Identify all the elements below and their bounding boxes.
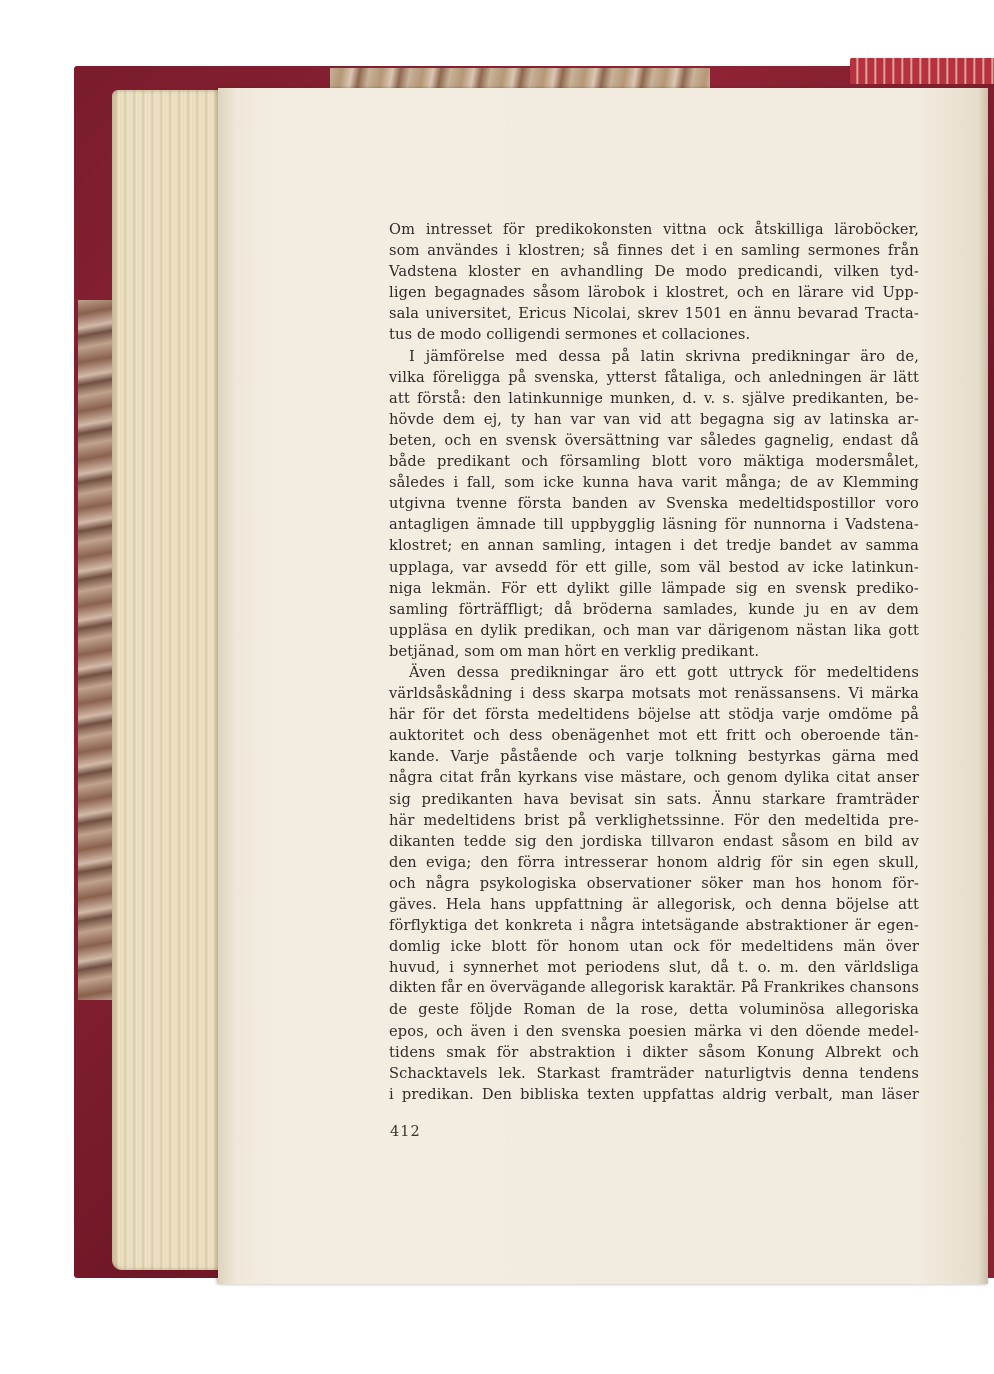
text-line: betjänad, som om man hört en verklig predikant.: [389, 642, 760, 660]
text-line: tus de modo colligendi sermones et collaciones.: [389, 326, 751, 344]
text-line: samling förträffligt; då bröderna samlades, kunde ju en av dem: [389, 600, 919, 618]
text-line: vilka föreligga på svenska, ytterst fåtaliga, och anledningen är lätt: [389, 368, 919, 386]
text-line: Vadstena kloster en avhandling De modo predicandi, vilken tyd-: [389, 263, 919, 281]
text-line: dikanten tedde sig den jordiska tillvaron endast såsom en bild av: [389, 832, 919, 850]
text-line: kande. Varje påstående och varje tolkning bestyrkas gärna med: [389, 748, 919, 766]
text-line: både predikant och församling blott voro mäktiga modersmålet,: [389, 453, 919, 471]
text-line: Även dessa predikningar äro ett gott uttryck för medeltidens: [409, 663, 919, 681]
text-line: i predikan. Den bibliska texten uppfattas aldrig verbalt, man läser: [389, 1085, 919, 1103]
text-line: och några psykologiska observationer söker man hos honom för-: [389, 874, 919, 892]
text-line: ligen begagnades såsom lärobok i klostret, och en lärare vid Upp-: [389, 284, 919, 302]
text-line: I jämförelse med dessa på latin skrivna predikningar äro de,: [409, 347, 919, 365]
text-line: således i fall, som icke kunna hava varit många; de av Klemming: [389, 474, 919, 492]
page-number: 412: [390, 1124, 421, 1140]
page-edge-right: [850, 58, 994, 84]
text-line: domlig icke blott för honom utan ock för medeltidens män över: [389, 938, 919, 956]
text-line: världsåskådning i dess skarpa motsats mot renässansens. Vi märka: [389, 685, 919, 703]
text-line: klostret; en annan samling, intagen i det tredje bandet av samma: [389, 537, 919, 555]
text-line: några citat från kyrkans vise mästare, och genom dylika citat anser: [389, 769, 919, 787]
text-line: som användes i klostren; så finnes det i en samling sermones från: [389, 242, 919, 260]
text-line: dikten får en övervägande allegorisk karaktär. På Frankrikes chansons: [389, 980, 920, 997]
page-stack-edge: [112, 90, 224, 1270]
text-line: uppläsa en dylik predikan, och man var därigenom nästan lika gott: [389, 621, 919, 639]
text-line: sala universitet, Ericus Nicolai, skrev 1501 en ännu bevarad Tracta-: [389, 305, 919, 323]
text-line: Schacktavels lek. Starkast framträder naturligtvis denna tendens: [389, 1064, 919, 1082]
text-line: de geste följde Roman de la rose, detta voluminösa allegoriska: [389, 1001, 919, 1019]
text-line: gäves. Hela hans uppfattning är allegorisk, och denna böjelse att: [389, 896, 919, 913]
text-line: tidens smak för abstraktion i dikter såsom Konung Albrekt och: [389, 1043, 919, 1061]
text-line: förflyktiga det konkreta i några intetsägande abstraktioner är egen-: [389, 917, 919, 935]
text-line: att förstå: den latinkunnige munken, d. v. s. själve predikanten, be-: [389, 389, 919, 407]
text-line: Om intresset för predikokonsten vittna ock åtskilliga läroböcker,: [389, 221, 919, 238]
text-line: utgivna tvenne första banden av Svenska medeltidspostillor voro: [389, 495, 919, 513]
text-line: hövde dem ej, ty han var van vid att begagna sig av latinska ar-: [389, 410, 919, 428]
text-line: huvud, i synnerhet mot periodens slut, då t. o. m. den världsliga: [389, 959, 919, 977]
text-line: sig predikanten hava bevisat sin sats. Ännu starkare framträder: [389, 790, 919, 808]
text-line: här för det första medeltidens böjelse att stödja varje omdöme på: [389, 706, 919, 724]
text-line: auktoritet och dess obenägenhet mot ett fritt och oberoende tän-: [389, 727, 919, 745]
text-line: antagligen ämnade till uppbygglig läsning för nunnorna i Vadstena-: [389, 516, 919, 534]
text-line: här medeltidens brist på verklighetssinne. För den medeltida pre-: [389, 811, 919, 829]
body-text: [389, 219, 919, 1105]
text-line: den eviga; den förra intresserar honom aldrig för sin egen skull,: [389, 853, 919, 871]
text-line: niga lekmän. För ett dylikt gille lämpade sig en svensk prediko-: [389, 579, 919, 597]
text-line: beten, och en svensk översättning var således gagnelig, endast då: [389, 431, 919, 449]
text-line: upplaga, var avsedd för ett gille, som väl bestod av icke latinkun-: [389, 558, 919, 576]
text-line: epos, och även i den svenska poesien märka vi den döende medel-: [389, 1022, 919, 1040]
